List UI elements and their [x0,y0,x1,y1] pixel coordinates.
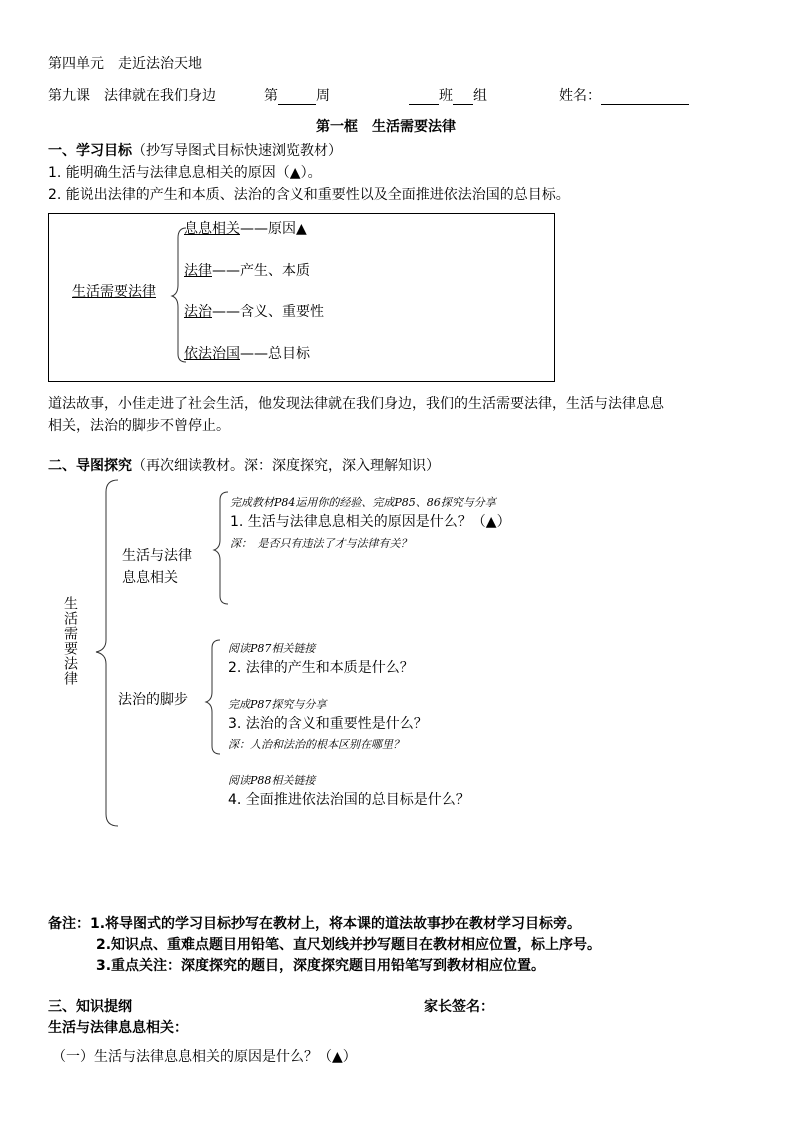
question-3: 3. 法治的含义和重要性是什么？ [228,716,428,732]
branch-2-value: 产生、本质 [240,263,310,279]
page-title: 第一框 生活需要法律 [316,119,456,135]
week-prefix: 第 [264,88,278,104]
branch-2-sep: —— [212,263,240,279]
group1-hint: 完成教材P84运用你的经验、完成P85、86探究与分享 [230,496,496,509]
note-2: 2.知识点、重难点题目用铅笔、直尺划线并抄写题目在教材相应位置，标上序号。 [96,937,602,953]
unit-title: 第四单元 走近法治天地 [48,56,202,72]
note-1: 1.将导图式的学习目标抄写在教材上，将本课的道法故事抄在教材学习目标旁。 [90,916,582,932]
section3-sub: 生活与法律息息相关： [48,1020,188,1036]
group2-hint-2: 完成P87探究与分享 [228,698,327,711]
mindmap-root: 生活需要法律 [72,284,156,300]
group1-label-2: 息息相关 [122,570,178,586]
goal-2: 2. 能说出法律的产生和本质、法治的含义和重要性以及全面推进依法治国的总目标。 [48,187,570,203]
goal-1: 1. 能明确生活与法律息息相关的原因（▲）。 [48,165,322,181]
question-2: 2. 法律的产生和本质是什么？ [228,660,414,676]
week-suffix: 周 [316,88,330,104]
parent-sign-label: 家长签名： [424,999,494,1015]
section2-heading-text: 二、导图探究 [48,458,132,474]
group2-hint-1: 阅读P87相关链接 [228,642,316,655]
notes-label: 备注： [48,916,90,932]
group2-deep: 深：人治和法治的根本区别在哪里？ [228,738,404,751]
story-line-2: 相关，法治的脚步不曾停止。 [48,418,230,434]
question-4: 4. 全面推进依法治国的总目标是什么？ [228,792,470,808]
section2-heading-note: （再次细读教材。深：深度探究，深入理解知识） [132,458,440,474]
branch-4-key: 依法治国 [184,346,240,362]
notes-line-1 [48,916,581,933]
inquiry-root: 生活需要法律 [62,596,78,686]
branch-3-value: 含义、重要性 [240,304,324,320]
group2-hint-3: 阅读P88相关链接 [228,774,316,787]
question-1: 1. 生活与法律息息相关的原因是什么？（▲） [230,514,511,530]
group1-label-1: 生活与法律 [122,548,192,564]
group1-deep: 深： 是否只有违法了才与法律有关？ [230,537,412,550]
branch-1-value: 原因▲ [268,221,307,237]
section1-heading-text: 一、学习目标 [48,143,132,159]
name-label: 姓名： [559,88,601,104]
group-label: 组 [473,88,487,104]
class-label: 班 [439,88,453,104]
group2-label: 法治的脚步 [118,692,188,708]
branch-1-key: 息息相关 [184,221,240,237]
branch-3-key: 法治 [184,304,212,320]
section3-heading: 三、知识提纲 [48,999,132,1015]
branch-2-key: 法律 [184,263,212,279]
branch-3-sep: —— [212,304,240,320]
branch-4-sep: —— [240,346,268,362]
section3-question-1: （一）生活与法律息息相关的原因是什么？（▲） [52,1049,357,1065]
section1-heading-note: （抄写导图式目标快速浏览教材） [132,143,342,159]
story-line-1: 道法故事，小佳走进了社会生活，他发现法律就在我们身边，我们的生活需要法律，生活与法律息息 [48,396,664,412]
branch-1-sep: —— [240,221,268,237]
note-3: 3.重点关注：深度探究的题目，深度探究题目用铅笔写到教材相应位置。 [96,958,546,974]
lesson-title: 第九课 法律就在我们身边 [48,88,216,104]
branch-4-value: 总目标 [268,346,310,362]
